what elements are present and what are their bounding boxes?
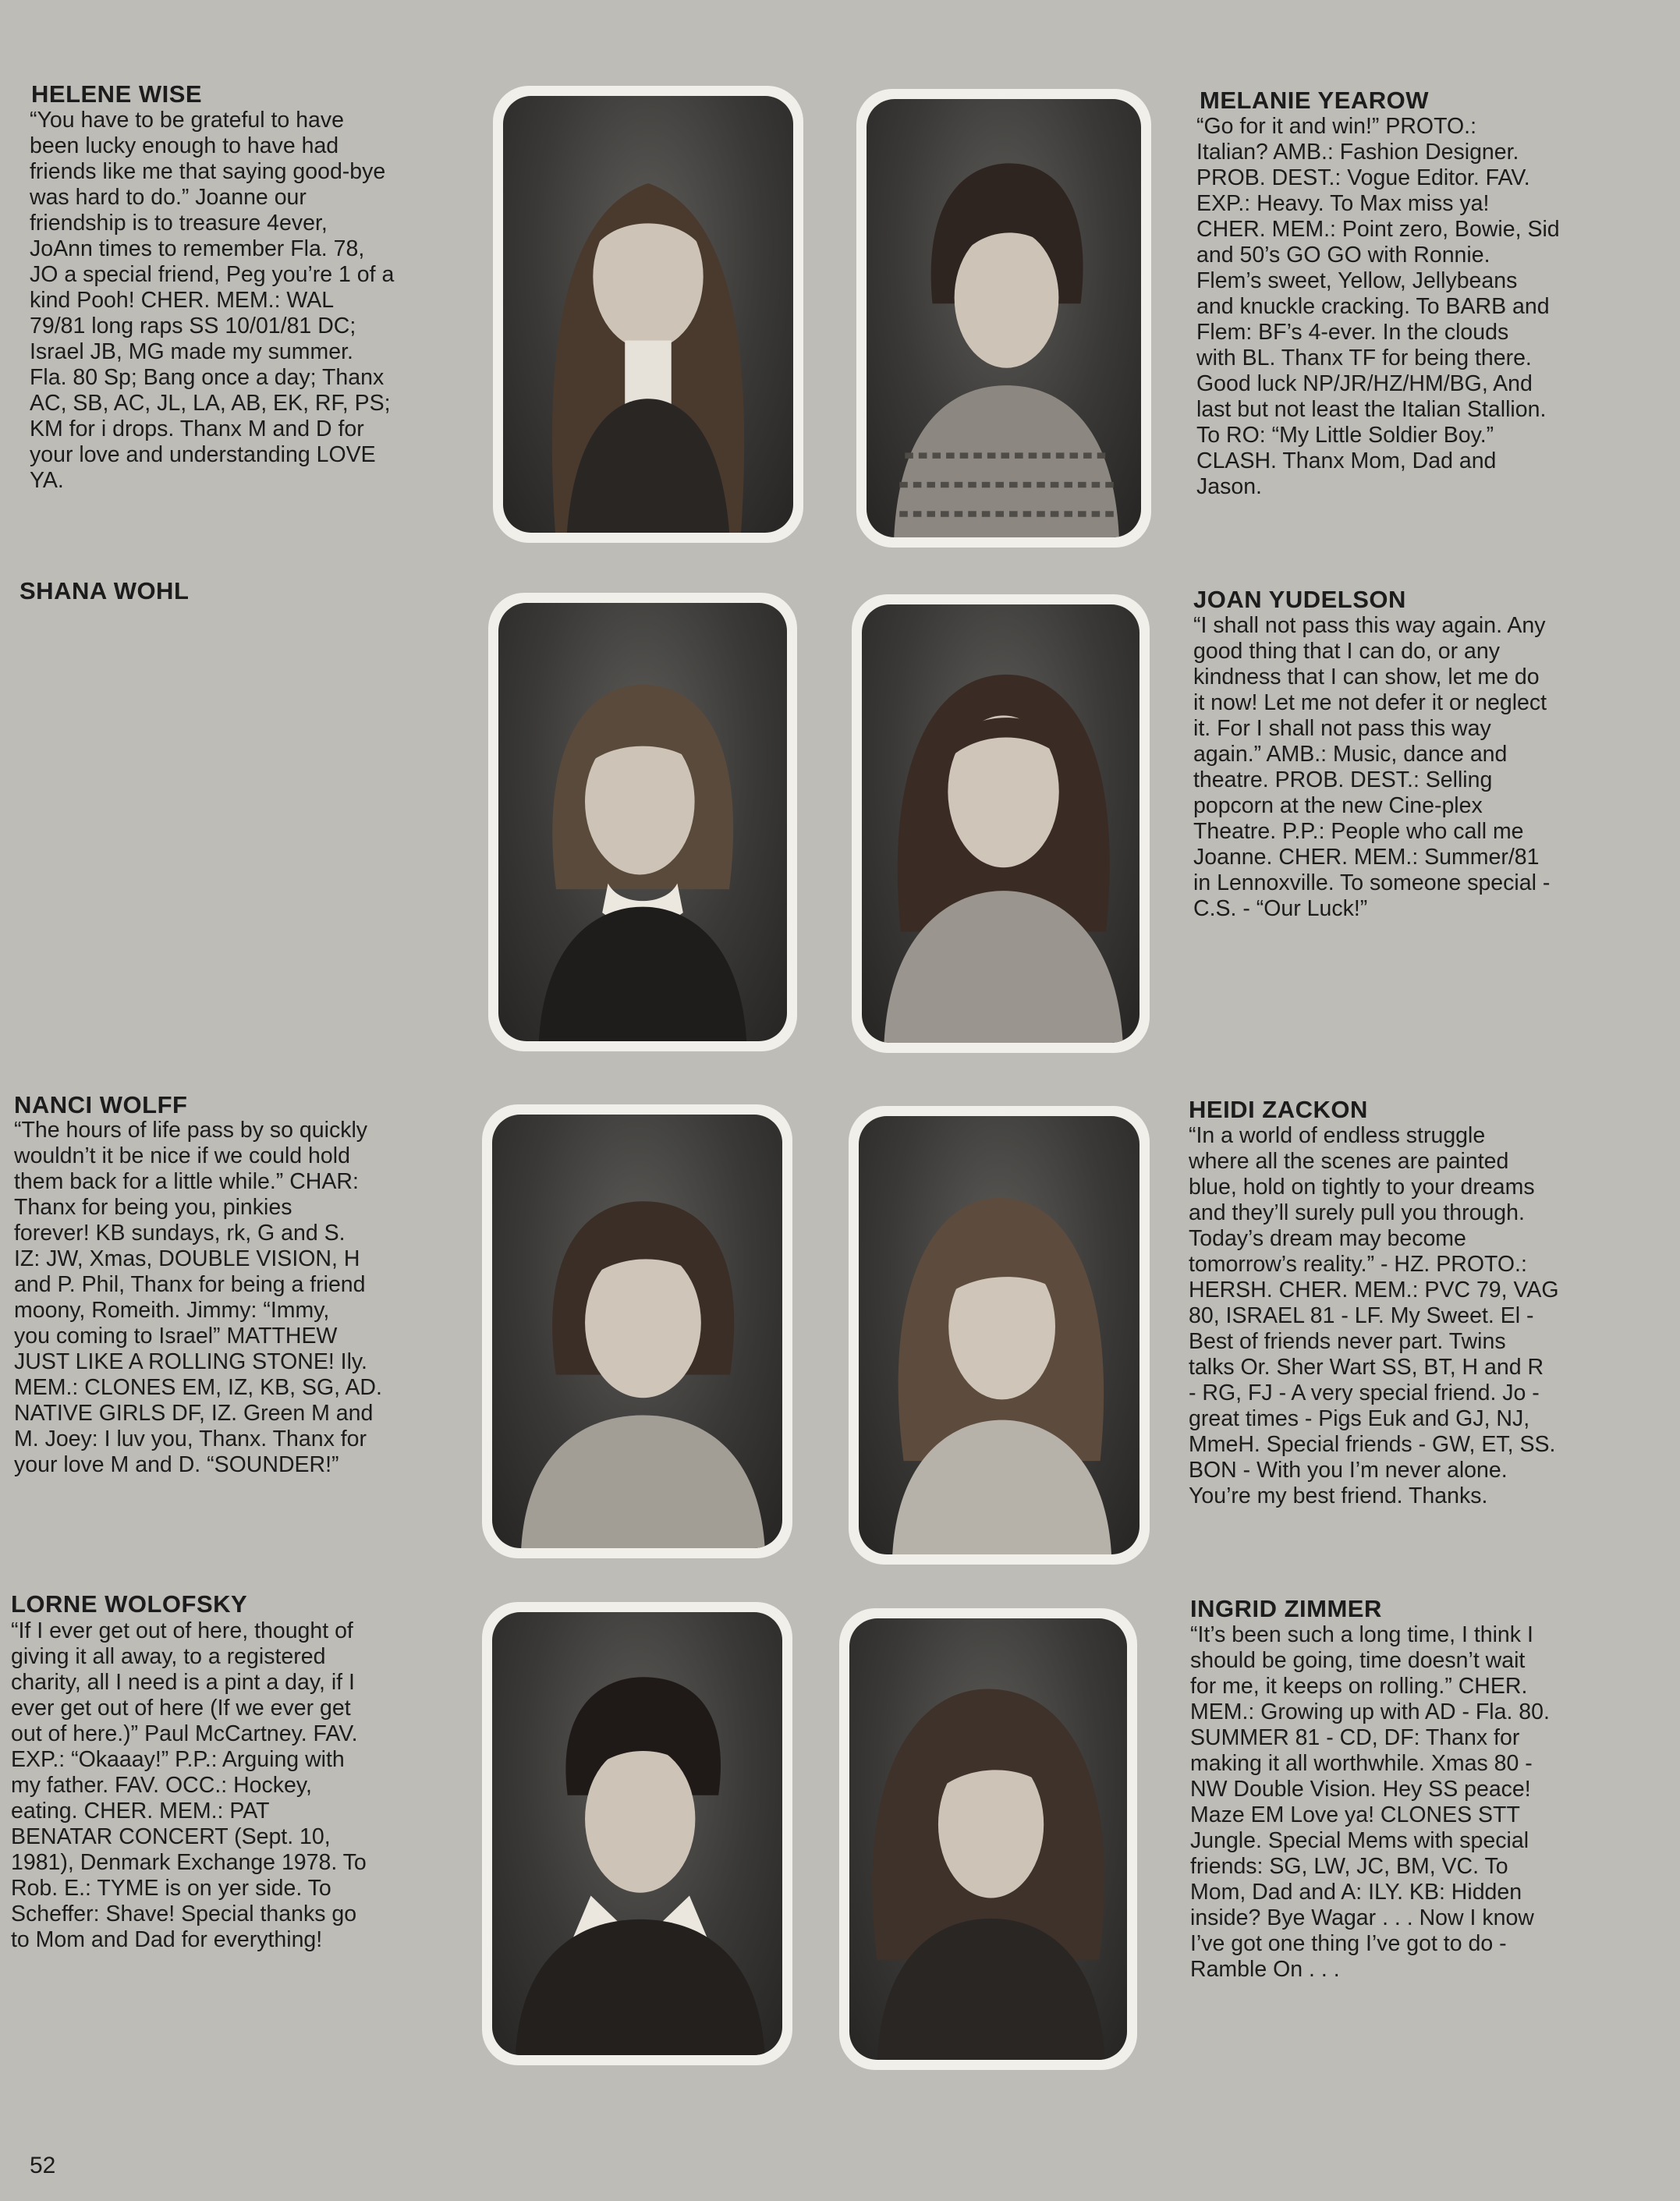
student-quote-heidi-zackon: “In a world of endless struggle where all the scenes are painted blue, hold on tightly to your dreams and they’ll surely pull you through. Today’s dream may become tomorrow’s reality.” - HZ. PROTO.: HERSH. CHER. MEM.: PVC 79, VAG 80, ISRAEL 81 - LF. My Sweet. El - Best of friends never part. Twins talks Or. Sher Wart SS, BT, H and R - RG, FJ - A very special friend. Jo - great times - Pigs Euk and GJ, NJ, MmeH. Special friends - GW, ET, SS. BON - With you I’m never alone. You’re my best friend. Thanks. xyxy=(1189,1123,1559,1508)
portrait-photo-ingrid-zimmer xyxy=(839,1608,1137,2070)
student-name-helene-wise: HELENE WISE xyxy=(31,80,203,108)
student-name-heidi-zackon: HEIDI ZACKON xyxy=(1189,1096,1368,1123)
portrait-photo-melanie-yearow xyxy=(856,89,1151,548)
student-name-lorne-wolofsky: LORNE WOLOFSKY xyxy=(11,1590,248,1618)
portrait-photo-heidi-zackon xyxy=(849,1106,1150,1565)
portrait-photo-lorne-wolofsky xyxy=(482,1602,792,2065)
student-name-shana-wohl: SHANA WOHL xyxy=(19,577,190,604)
student-quote-joan-yudelson: “I shall not pass this way again. Any good thing that I can do, or any kindness that I can show, let me do it now! Let me not defer it or neglect it. For I shall not pass this way again.” AMB.: Music, dance and theatre. PROB. DEST.: Selling popcorn at the new Cine-plex Theatre. P.P.: People who call me Joanne. CHER. MEM.: Summer/81 in Lennoxville. To someone special - C.S. - “Our Luck!” xyxy=(1193,613,1551,921)
student-quote-melanie-yearow: “Go for it and win!” PROTO.: Italian? AMB.: Fashion Designer. PROB. DEST.: Vogue Editor. FAV. EXP.: Heavy. To Max miss ya! CHER. MEM.: Point zero, Bowie, Sid and 50’s GO GO with Ronnie. Flem’s sweet, Yellow, Jellybeans and knuckle cracking. To BARB and Flem: BF’s 4-ever. In the clouds with BL. Thanx TF for being there. Good luck NP/JR/HZ/HM/BG, And last but not least the Italian Stallion. To RO: “My Little Soldier Boy.” CLASH. Thanx Mom, Dad and Jason. xyxy=(1196,114,1560,499)
student-name-joan-yudelson: JOAN YUDELSON xyxy=(1193,586,1406,613)
student-quote-helene-wise: “You have to be grateful to have been lucky enough to have had friends like me that saying good-bye was hard to do.” Joanne our friendship is to treasure 4ever, JoAnn times to remember Fla. 78, JO a special friend, Peg you’re 1 of a kind Pooh! CHER. MEM.: WAL 79/81 long raps SS 10/01/81 DC; Israel JB, MG made my summer. Fla. 80 Sp; Bang once a day; Thanx AC, SB, AC, JL, LA, AB, EK, RF, PS; KM for i drops. Thanx M and D for your love and understanding LOVE YA. xyxy=(30,108,395,493)
portrait-photo-shana-wohl xyxy=(488,593,797,1051)
student-name-nanci-wolff: NANCI WOLFF xyxy=(14,1091,188,1118)
portrait-photo-helene-wise xyxy=(493,86,803,543)
portrait-photo-joan-yudelson xyxy=(852,594,1150,1053)
student-name-ingrid-zimmer: INGRID ZIMMER xyxy=(1190,1595,1382,1622)
student-quote-nanci-wolff: “The hours of life pass by so quickly wouldn’t it be nice if we could hold them back for a little while.” CHAR: Thanx for being you, pinkies forever! KB sundays, rk, G and S. IZ: JW, Xmas, DOUBLE VISION, H and P. Phil, Thanx for being a friend moony, Romeith. Jimmy: “Immy, you coming to Israel” MATTHEW JUST LIKE A ROLLING STONE! Ily. MEM.: CLONES EM, IZ, KB, SG, AD. NATIVE GIRLS DF, IZ. Green M and M. Joey: I luv you, Thanx. Thanx for your love M and D. “SOUNDER!” xyxy=(14,1118,382,1477)
portrait-photo-nanci-wolff xyxy=(482,1104,792,1558)
student-name-melanie-yearow: MELANIE YEAROW xyxy=(1200,87,1430,114)
student-quote-ingrid-zimmer: “It’s been such a long time, I think I should be going, time doesn’t wait for me, it keeps on rolling.” CHER. MEM.: Growing up with AD - Fla. 80. SUMMER 81 - CD, DF: Thanx for making it all worthwhile. Xmas 80 - NW Double Vision. Hey SS peace! Maze EM Love ya! CLONES STT Jungle. Special Mems with special friends: SG, LW, JC, BM, VC. To Mom, Dad and A: ILY. KB: Hidden inside? Bye Wagar . . . Now I know I’ve got one thing I’ve got to do - Ramble On . . . xyxy=(1190,1622,1550,1982)
page-number: 52 xyxy=(30,2153,56,2178)
student-quote-lorne-wolofsky: “If I ever get out of here, thought of giving it all away, to a registered charity, all I need is a pint a day, if I ever get out of here (If we ever get out of here.)” Paul McCartney. FAV. EXP.: “Okaaay!” P.P.: Arguing with my father. FAV. OCC.: Hockey, eating. CHER. MEM.: PAT BENATAR CONCERT (Sept. 10, 1981), Denmark Exchange 1978. To Rob. E.: TYME is on yer side. To Scheffer: Shave! Special thanks go to Mom and Dad for everything! xyxy=(11,1618,367,1952)
